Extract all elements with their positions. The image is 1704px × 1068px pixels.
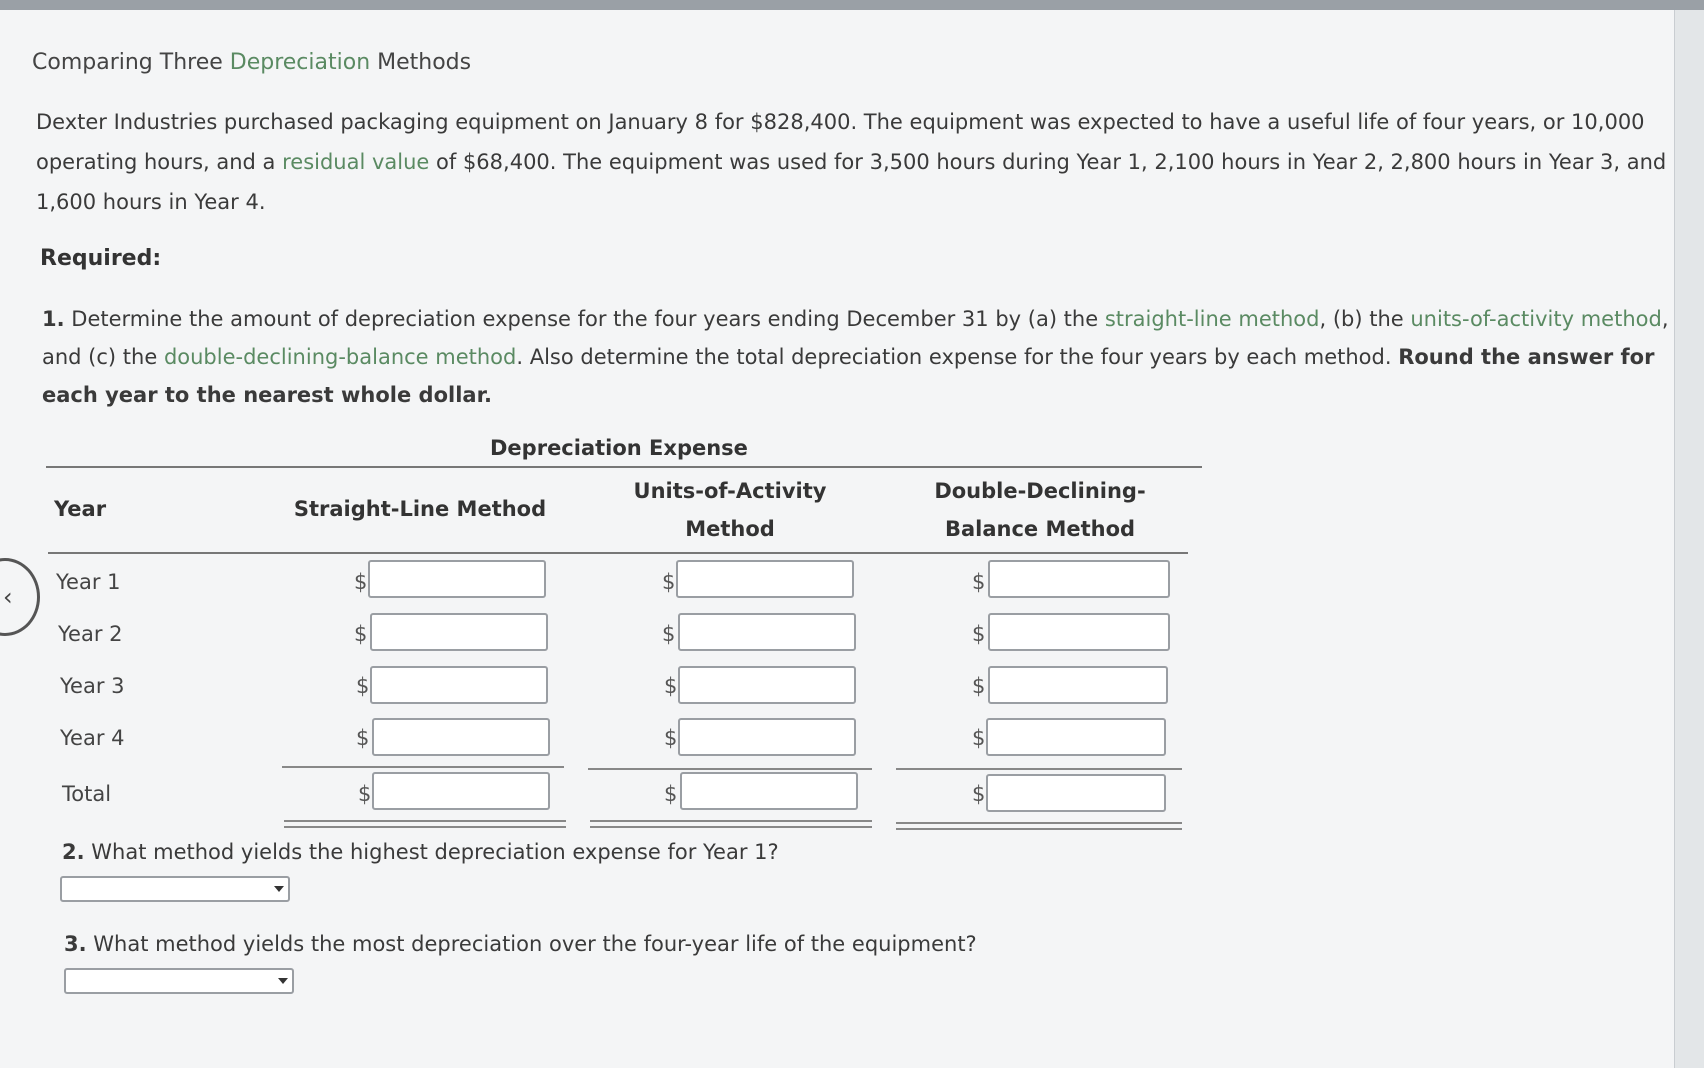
total-double-rule-units xyxy=(590,820,872,828)
intro-text-1: Dexter Industries purchased packaging equipment on January 8 for $828,400. The equipment was expected to have a useful life of four years, or 10,000 operating hours, and a xyxy=(36,110,1645,174)
currency-symbol: $ xyxy=(662,622,676,646)
question-3 xyxy=(64,932,977,956)
dropdown-arrow-icon xyxy=(278,978,288,984)
double-declining-link[interactable]: double-declining-balance method xyxy=(163,345,517,369)
units-of-activity-link[interactable]: units-of-activity method xyxy=(1410,307,1662,331)
straight-line-link[interactable]: straight-line method xyxy=(1104,307,1320,331)
year-1-units-of-activity-input[interactable] xyxy=(676,560,854,598)
page-title xyxy=(32,50,471,75)
currency-symbol: $ xyxy=(356,726,370,750)
residual-value-link[interactable]: residual value xyxy=(282,150,430,174)
previous-nav-button[interactable] xyxy=(0,558,40,636)
year-3-double-declining-input[interactable] xyxy=(988,666,1168,704)
currency-symbol: $ xyxy=(972,782,986,806)
question-3-number: 3. xyxy=(64,932,87,956)
currency-symbol: $ xyxy=(354,622,368,646)
title-prefix: Comparing Three xyxy=(32,50,230,75)
table-top-rule xyxy=(46,466,1202,468)
col-header-year: Year xyxy=(54,497,107,521)
total-double-rule-ddb xyxy=(896,822,1182,830)
year-4-straight-line-input[interactable] xyxy=(372,718,550,756)
currency-symbol: $ xyxy=(664,782,678,806)
currency-symbol: $ xyxy=(354,570,368,594)
year-4-units-of-activity-input[interactable] xyxy=(678,718,856,756)
col-header-straight-line: Straight-Line Method xyxy=(293,497,547,521)
year-2-straight-line-input[interactable] xyxy=(370,613,548,651)
window-right-edge xyxy=(1674,10,1704,1068)
total-units-of-activity-input[interactable] xyxy=(680,772,858,810)
q1-rounding-note: Round the answer for each year to the nearest whole dollar. xyxy=(42,345,1655,407)
col-header-units-line2: Method xyxy=(685,517,775,541)
chevron-left-icon: ‹ xyxy=(3,583,13,611)
total-straight-line-input[interactable] xyxy=(372,772,550,810)
table-title: Depreciation Expense xyxy=(490,436,748,460)
row-label-year-3: Year 3 xyxy=(60,674,125,698)
currency-symbol: $ xyxy=(972,726,986,750)
col-header-ddb-line1: Double-Declining- xyxy=(934,479,1146,503)
q1-text-4: . Also determine the total depreciation expense for the four years by each method. xyxy=(516,345,1399,369)
subtotal-rule-ddb xyxy=(896,768,1182,770)
question-2-method-select[interactable] xyxy=(60,876,290,902)
question-2 xyxy=(62,840,779,864)
row-label-year-2: Year 2 xyxy=(58,622,123,646)
q1-text-1: Determine the amount of depreciation expense for the four years ending December 31 by (a) the xyxy=(64,307,1105,331)
problem-intro xyxy=(36,102,1676,222)
year-2-units-of-activity-input[interactable] xyxy=(678,613,856,651)
col-header-units-line1: Units-of-Activity xyxy=(633,479,827,503)
year-1-straight-line-input[interactable] xyxy=(368,560,546,598)
row-label-year-1: Year 1 xyxy=(56,570,121,594)
year-4-double-declining-input[interactable] xyxy=(986,718,1166,756)
currency-symbol: $ xyxy=(972,622,986,646)
required-label: Required: xyxy=(40,246,162,271)
q1-text-3: , and (c) the xyxy=(42,307,1669,369)
dropdown-arrow-icon xyxy=(274,886,284,892)
depreciation-link[interactable]: Depreciation xyxy=(229,50,371,75)
question-2-text: What method yields the highest depreciation expense for Year 1? xyxy=(84,840,779,864)
question-3-method-select[interactable] xyxy=(64,968,294,994)
question-3-text: What method yields the most depreciation over the four-year life of the equipment? xyxy=(86,932,977,956)
subtotal-rule-units xyxy=(588,768,872,770)
col-header-ddb-line2: Balance Method xyxy=(944,517,1136,541)
problem-panel xyxy=(0,10,1675,1068)
year-2-double-declining-input[interactable] xyxy=(988,613,1170,651)
intro-text-2: of $68,400. The equipment was used for 3,500 hours during Year 1, 2,100 hours in Year 2, 2,800 hours in Year 3, and 1,600 hours in Year 4. xyxy=(36,150,1667,214)
year-3-units-of-activity-input[interactable] xyxy=(678,666,856,704)
total-double-rule-straight-line xyxy=(284,820,566,828)
header-bottom-rule xyxy=(48,552,1188,554)
row-label-total: Total xyxy=(62,782,112,806)
question-2-number: 2. xyxy=(62,840,85,864)
currency-symbol: $ xyxy=(972,674,986,698)
currency-symbol: $ xyxy=(664,726,678,750)
question-1-number: 1. xyxy=(42,307,65,331)
title-suffix: Methods xyxy=(370,50,472,75)
currency-symbol: $ xyxy=(972,570,986,594)
question-1 xyxy=(42,300,1682,414)
year-3-straight-line-input[interactable] xyxy=(370,666,548,704)
subtotal-rule-straight-line xyxy=(282,766,564,768)
window-top-bar xyxy=(0,0,1704,10)
currency-symbol: $ xyxy=(356,674,370,698)
row-label-year-4: Year 4 xyxy=(60,726,125,750)
year-1-double-declining-input[interactable] xyxy=(988,560,1170,598)
total-double-declining-input[interactable] xyxy=(986,774,1166,812)
currency-symbol: $ xyxy=(662,570,676,594)
q1-text-2: , (b) the xyxy=(1319,307,1411,331)
currency-symbol: $ xyxy=(664,674,678,698)
currency-symbol: $ xyxy=(358,782,372,806)
